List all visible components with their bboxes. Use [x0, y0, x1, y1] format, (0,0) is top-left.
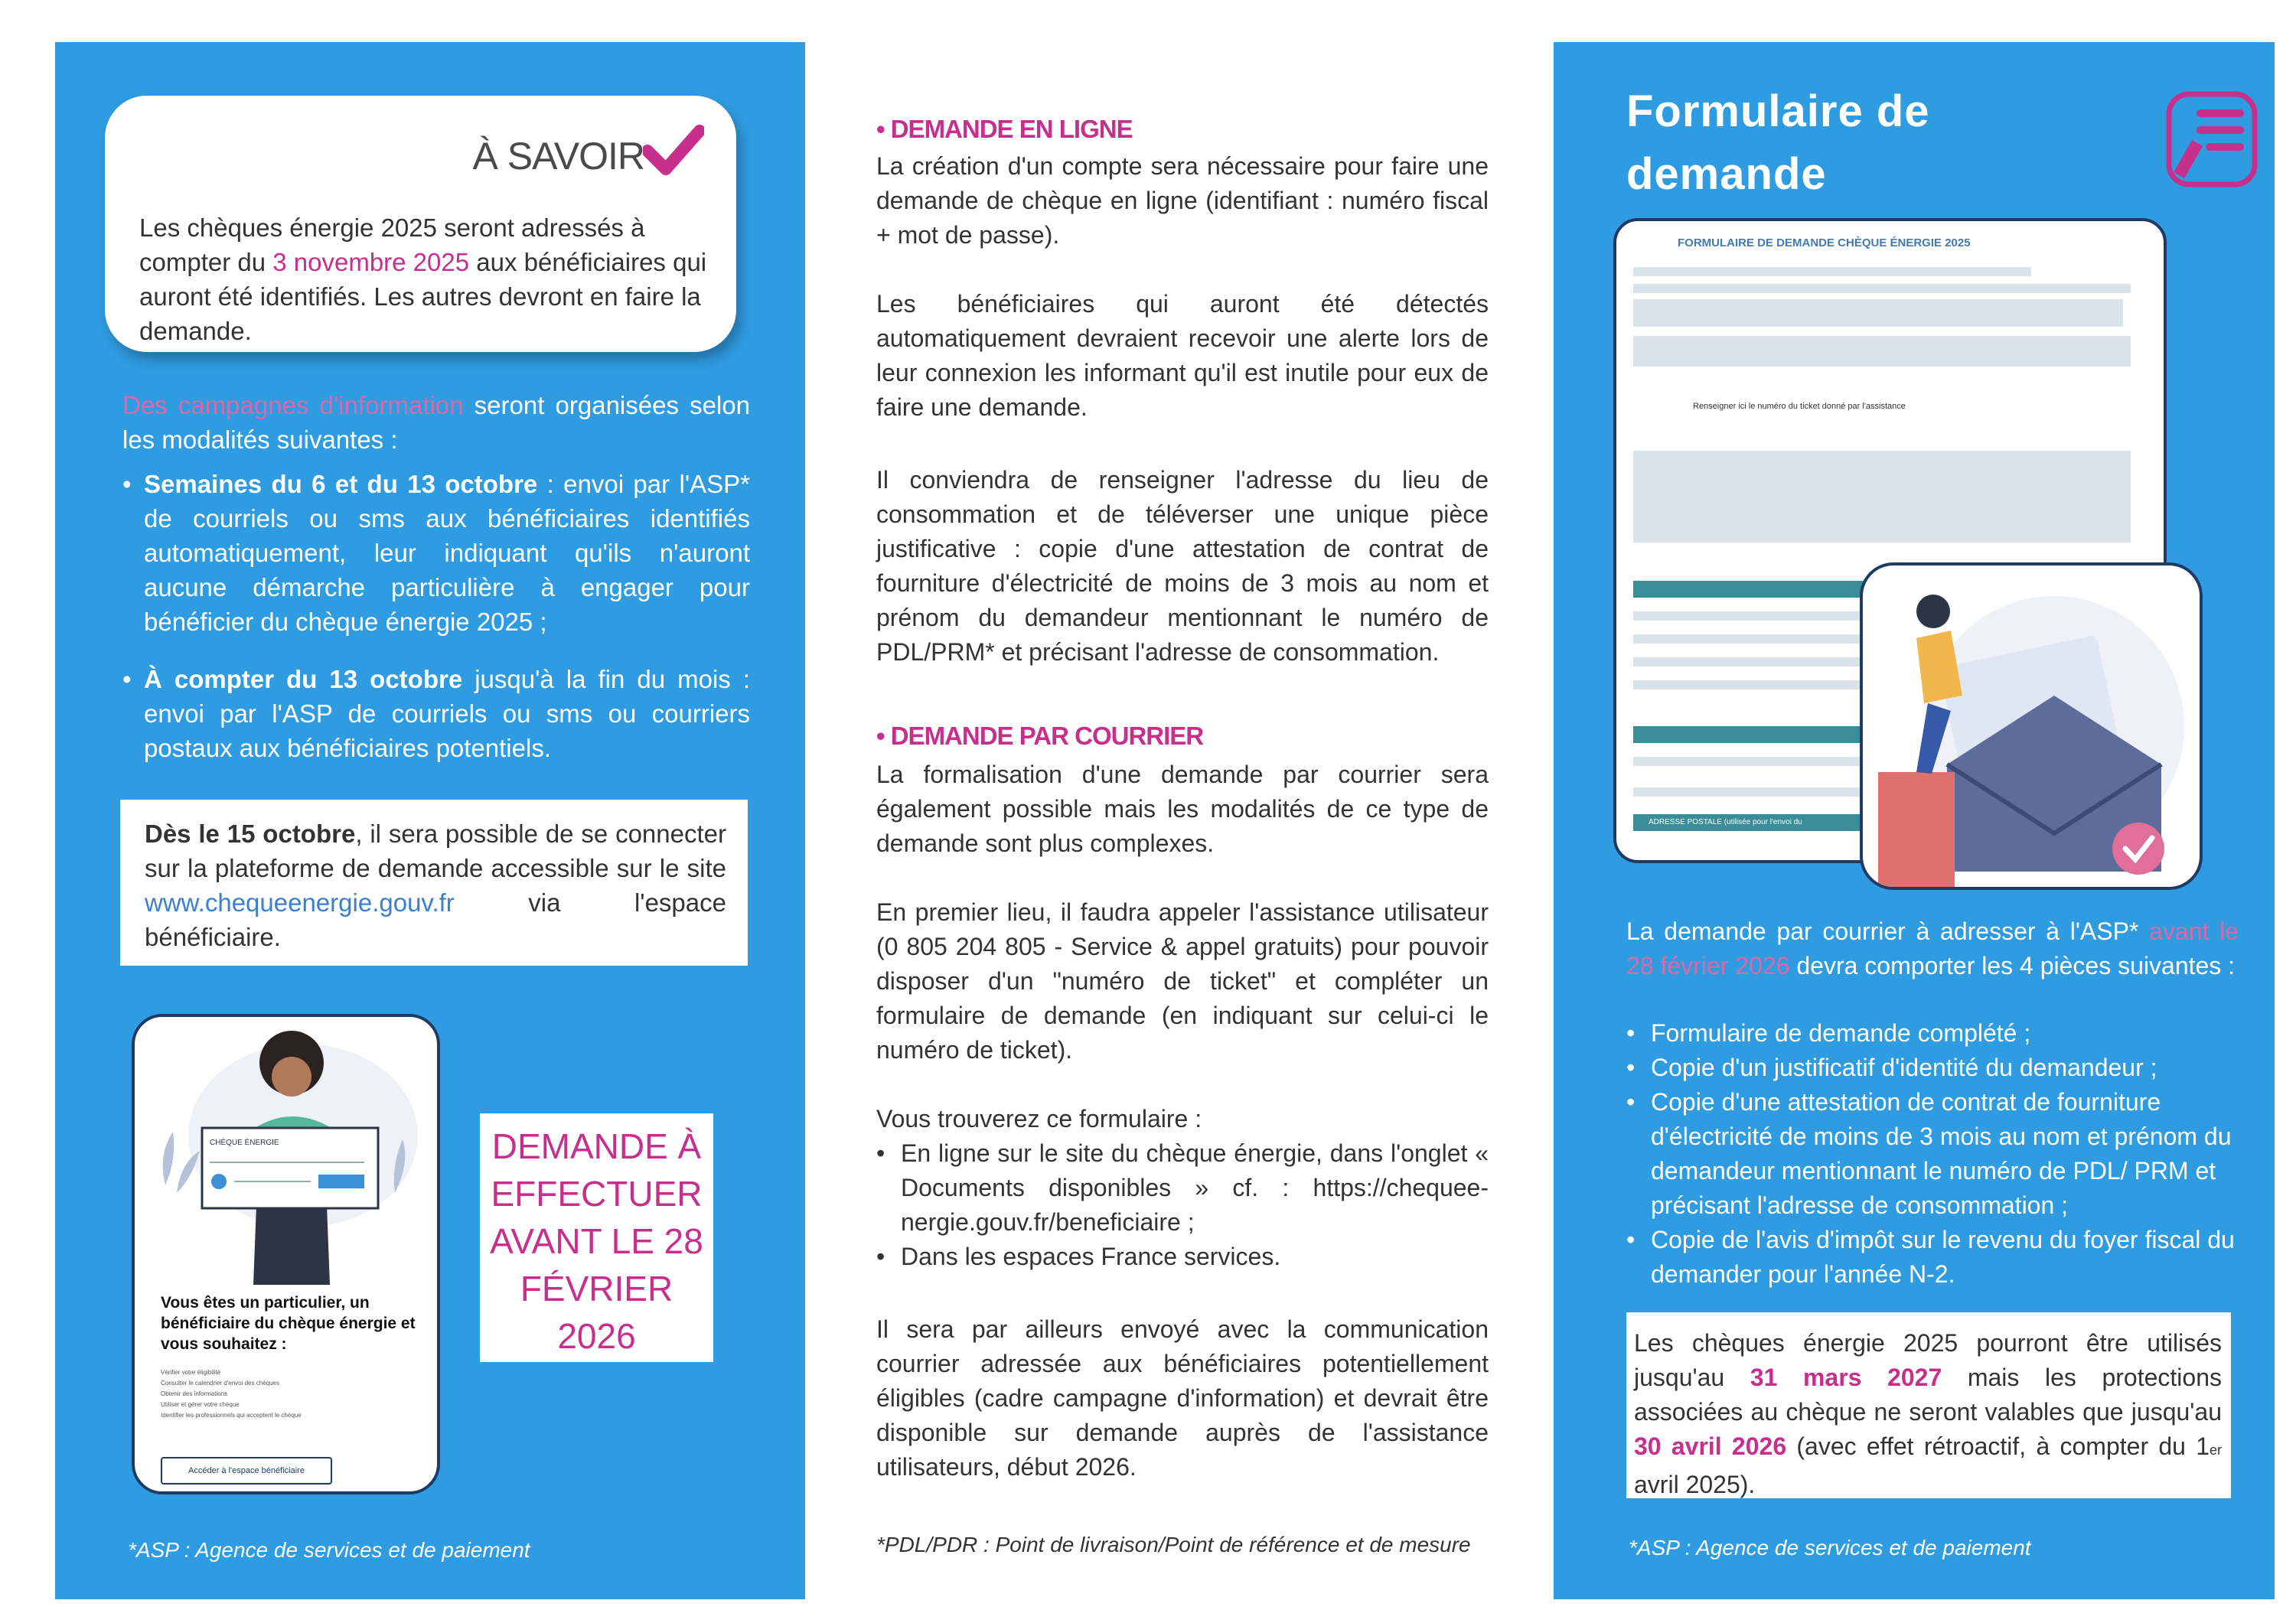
form-preview: FORMULAIRE DE DEMANDE CHÈQUE ÉNERGIE 2025 Renseigner ici le numéro du ticket donné par l'assistance ADRESSE POSTALE (utilisée pour l'envoi du	[1613, 218, 2167, 863]
footnote: *ASP : Agence de services et de paiement	[128, 1538, 530, 1562]
paragraph: Il conviendra de renseigner l'adresse du lieu de consommation et de téléverser une unique pièce justificative : copie d'une attestation de contrat de fourniture d'électricité de moins de 3 mois au nom et prénom du demandeur mentionnant le numéro de PDL/PRM* et précisant l'adresse de consommation.	[876, 466, 1489, 666]
section-title-mail: • DEMANDE PAR COURRIER	[876, 722, 1204, 750]
phone-caption: Vous êtes un particulier, un bénéficiaire du chèque énergie et vous souhaitez :	[161, 1294, 416, 1353]
list-item: Utiliser et gérer votre chèque	[161, 1401, 240, 1408]
svg-text:CHÈQUE ÉNERGIE: CHÈQUE ÉNERGIE	[210, 1139, 279, 1147]
page-title: Formulaire de demande	[1626, 86, 1930, 199]
campaign-intro: Des campagnes d'information seront organisées selon les modalités suivantes :	[122, 391, 750, 454]
list-item: • À compter du 13 octobre jusqu'à la fin du mois : envoi par l'ASP de courriels ou sms ou courriers postaux aux bénéficiaires potentiels.	[122, 665, 751, 762]
right-panel: Formulaire de demande FORMULAIRE DE DEMANDE CHÈQUE ÉNERGIE 2025 Renseigner ici le numéro du ticket donné par l'assistance ADRESSE POSTALE (utilisée pour l'envoi du La demande par courrier à adresser à l'ASP* avant le 28 février 2026 devra comporter les 4 pièces suivantes : • Formulaire de demande complété ; • Copie d'un justificatif d'identité du demandeur ; • Copie d'une attestation de contrat de fourniture d'électricité de moins de 3 mois au nom et prénom du demandeur mentionnant le numéro de PDL/ PRM et précisant l'adresse de consommation ; • Copie de l'avis d'impôt sur le revenu du foyer fiscal du demander pour l'année N-2. Les chèques énergie 2025 pourront être utilisés jusqu'au 31 mars 2027 mais les protections associées au chèque ne seront valables que jusqu'au 30 avril 2026 (avec effet rétroactif, à compter du 1er avril 2025). *ASP : Agence de services et de paiement	[1554, 42, 2275, 1599]
phone-list	[161, 1369, 406, 1423]
cheque	[202, 1128, 378, 1208]
a-savoir-title: À SAVOIR	[472, 135, 644, 178]
paragraph: En premier lieu, il faudra appeler l'assistance utilisateur (0 805 204 805 - Service & appel gratuits) pour pouvoir disposer d'un "numéro de ticket" et compléter un formulaire de demande (en indiquant sur celui-ci le numéro de ticket).	[876, 898, 1489, 1064]
deadline-box: DEMANDE À EFFECTUER AVANT LE 28 FÉVRIER 2026	[480, 1113, 713, 1362]
list-item: Obtenir des informations	[161, 1390, 228, 1397]
left-panel	[55, 42, 805, 1599]
paragraph: Il sera par ailleurs envoyé avec la communication courrier adressée aux bénéficiaires potentiellement éligibles (cadre campagne d'information) et devrait être disponible sur demande auprès de l'assistance utilisateurs, début 2026.	[876, 1315, 1489, 1481]
paragraph: Les bénéficiaires qui auront été détectés automatiquement devraient recevoir une alerte lors de leur connexion les informant qu'il est inutile pour eux de faire une demande.	[876, 290, 1489, 421]
platform-info-box: Dès le 15 octobre, il sera possible de se connecter sur la plateforme de demande accessible sur le site www.chequeenergie.gouv.fr via l'espace bénéficiaire.	[120, 800, 748, 966]
cheque-energie-link[interactable]: www.chequeenergie.gouv.fr	[145, 888, 455, 917]
checkmark-icon	[643, 125, 704, 178]
footnote: *ASP : Agence de services et de paiement	[1629, 1536, 2031, 1559]
validity-info-box: Les chèques énergie 2025 pourront être utilisés jusqu'au 31 mars 2027 mais les protections associées au chèque ne seront valables que jusqu'au 30 avril 2026 (avec effet rétroactif, à compter du 1er avril 2025).	[1626, 1312, 2231, 1498]
list-item: Identifier les professionnels qui acceptent le chèque	[161, 1412, 302, 1419]
envelope-illustration	[1860, 562, 2203, 890]
access-beneficiary-button[interactable]: Accéder à l'espace bénéficiaire	[161, 1457, 332, 1484]
mail-request-intro: La demande par courrier à adresser à l'ASP* avant le 28 février 2026 devra comporter les 4 pièces suivantes :	[1626, 917, 2239, 979]
list-item: Consulter le calendrier d'envoi des chèques	[161, 1380, 279, 1387]
phone-mockup	[132, 1014, 440, 1494]
list-item: Vérifier votre éligibilité	[161, 1369, 221, 1376]
paragraph: Vous trouverez ce formulaire :	[876, 1105, 1202, 1133]
a-savoir-card	[105, 96, 736, 352]
list-item: • En ligne sur le site du chèque énergie, dans l'onglet « Documents disponibles » cf. : https://chequee-nergie.gouv.fr/beneficiaire ;	[876, 1139, 1489, 1236]
list-item: • Semaines du 6 et du 13 octobre : envoi par l'ASP* de courriels ou sms aux bénéficiaires identifiés automatiquement, leur indiquant qu'ils n'auront aucune démarche particulière à engager pour bénéficier du chèque énergie 2025 ;	[122, 470, 750, 636]
person-holding-cheque-illustration	[135, 1017, 437, 1285]
paragraph: La formalisation d'une demande par courrier sera également possible mais les modalités de ce type de demande sont plus complexes.	[876, 761, 1489, 857]
footnote: *PDL/PDR : Point de livraison/Point de référence et de mesure	[876, 1533, 1471, 1556]
section-title-online: • DEMANDE EN LIGNE	[876, 115, 1133, 143]
list-item: • Dans les espaces France services.	[876, 1243, 1281, 1270]
middle-panel	[846, 42, 1519, 1599]
paragraph: La création d'un compte sera nécessaire pour faire une demande de chèque en ligne (identifiant : numéro fiscal + mot de passe).	[876, 152, 1489, 249]
a-savoir-text: Les chèques énergie 2025 seront adressés à compter du 3 novembre 2025 aux bénéficiaires qui auront été identifiés. Les autres devront en faire la demande.	[139, 213, 707, 345]
form-document-icon	[2158, 86, 2265, 194]
